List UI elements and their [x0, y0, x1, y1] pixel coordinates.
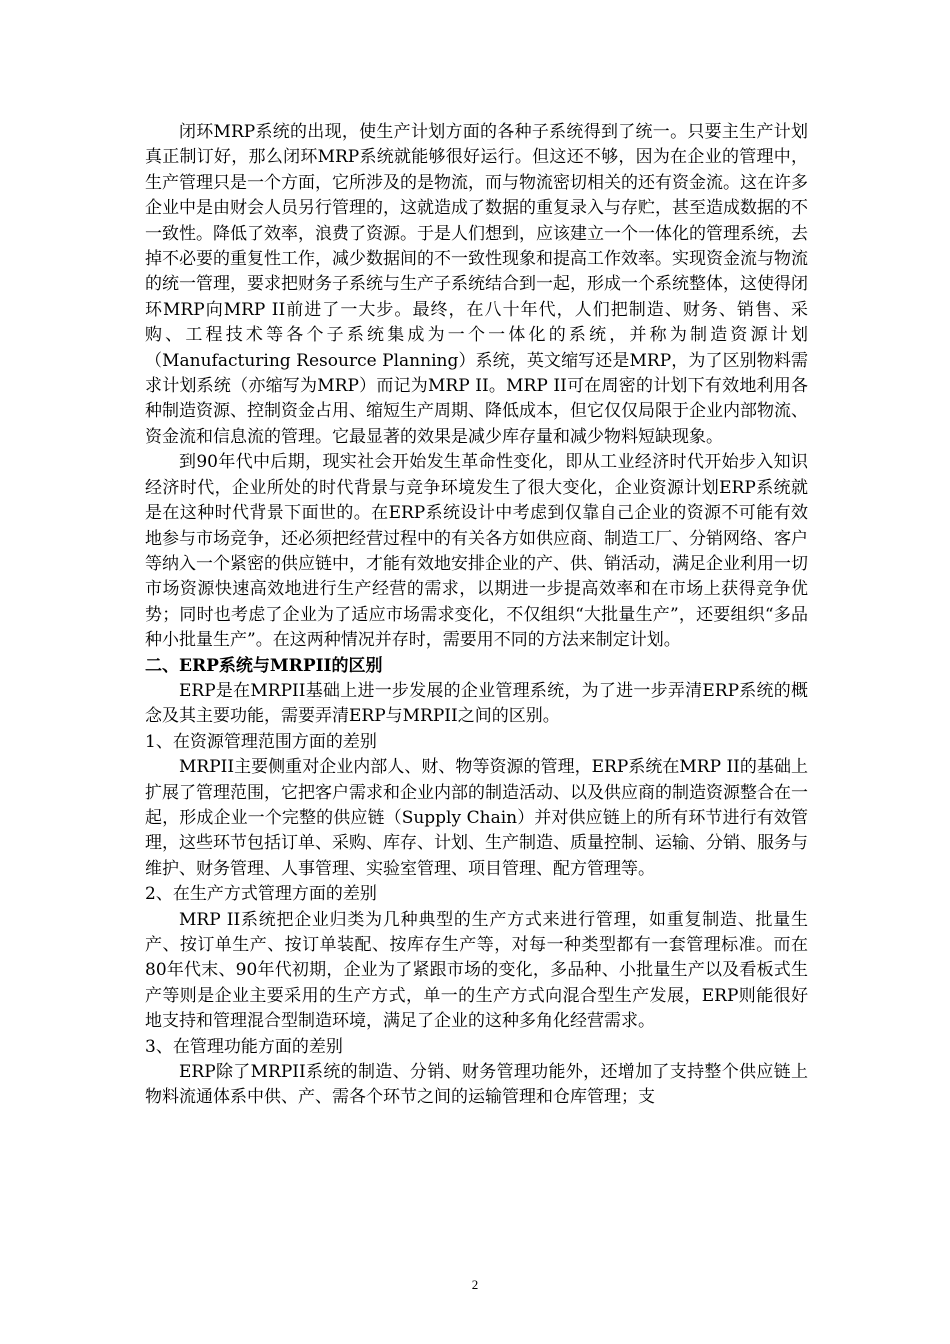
paragraph-erp-intro: ERP是在MRPII基础上进一步发展的企业管理系统，为了进一步弄清ERP系统的概念及其主要功能，需要弄清ERP与MRPII之间的区别。 — [145, 680, 808, 727]
section-heading-erp-vs-mrpii: 二、ERP系统与MRPII的区别 — [145, 655, 383, 676]
subheading-production-mode: 2、在生产方式管理方面的差别 — [145, 884, 377, 905]
paragraph-erp-background: 到90年代中后期，现实社会开始发生革命性变化，即从工业经济时代开始步入知识经济时代，企业所处的时代背景与竞争环境发生了很大变化，企业资源计划ERP系统就是在这种时代背景下面世的。在ERP系统设计中考虑到仅靠自己企业的资源不可能有效地参与市场竞争，还必须把经营过程中的有关各方如供应商、制造工厂、分销网络、客户等纳入一个紧密的供应链中，才能有效地安排企业的产、供、销活动，满足企业利用一切市场资源快速高效地进行生产经营的需求，以期进一步提高效率和在市场上获得竞争优势；同时也考虑了企业为了适应市场需求变化，不仅组织“大批量生产”，还要组织“多品种小批量生产”。在这两种情况并存时，需要用不同的方法来制定计划。 — [145, 452, 808, 651]
paragraph-management-function: ERP除了MRPII系统的制造、分销、财务管理功能外，还增加了支持整个供应链上物料流通体系中供、产、需各个环节之间的运输管理和仓库管理；支 — [145, 1062, 808, 1108]
paragraph-closed-loop-mrp: 闭环MRP系统的出现，使生产计划方面的各种子系统得到了统一。只要主生产计划真正制订好，那么闭环MRP系统就能够很好运行。但这还不够，因为在企业的管理中，生产管理只是一个方面，它所涉及的是物流，而与物流密切相关的还有资金流。这在许多企业中是由财会人员另行管理的，这就造成了数据的重复录入与存贮，甚至造成数据的不一致性。降低了效率，浪费了资源。于是人们想到，应该建立一个一体化的管理系统，去掉不必要的重复性工作，减少数据间的不一致性现象和提高工作效率。实现资金流与物流的统一管理，要求把财务子系统与生产子系统结合到一起，形成一个系统整体，这使得闭环MRP向MRP II前进了一大步。最终，在八十年代，人们把制造、财务、销售、采购、工程技术等各个子系统集成为一个一体化的系统，并称为制造资源计划（Manufacturing Resource Planning）系统，英文缩写还是MRP，为了区别物料需求计划系统（亦缩写为MRP）而记为MRP II。MRP II可在周密的计划下有效地利用各种制造资源、控制资金占用、缩短生产周期、降低成本，但它仅仅局限于企业内部物流、资金流和信息流的管理。它最显著的效果是减少库存量和减少物料短缺现象。 — [145, 122, 808, 447]
paragraph-production-mode: MRP II系统把企业归类为几种典型的生产方式来进行管理，如重复制造、批量生产、按订单生产、按订单装配、按库存生产等，对每一种类型都有一套管理标准。而在80年代末、90年代初期，企业为了紧跟市场的变化，多品种、小批量生产以及看板式生产等则是企业主要采用的生产方式，单一的生产方式向混合型生产发展，ERP则能很好地支持和管理混合型制造环境，满足了企业的这种多角化经营需求。 — [145, 909, 808, 1032]
subheading-management-function: 3、在管理功能方面的差别 — [145, 1036, 343, 1057]
document-body — [145, 120, 808, 1111]
paragraph-resource-scope: MRPII主要侧重对企业内部人、财、物等资源的管理，ERP系统在MRP II的基础上扩展了管理范围，它把客户需求和企业内部的制造活动、以及供应商的制造资源整合在一起，形成企业一个完整的供应链（Supply Chain）并对供应链上的所有环节进行有效管理，这些环节包括订单、采购、库存、计划、生产制造、质量控制、运输、分销、服务与维护、财务管理、人事管理、实验室管理、项目管理、配方管理等。 — [145, 757, 808, 879]
page-number: 2 — [471, 1277, 479, 1292]
subheading-resource-scope: 1、在资源管理范围方面的差别 — [145, 731, 377, 752]
